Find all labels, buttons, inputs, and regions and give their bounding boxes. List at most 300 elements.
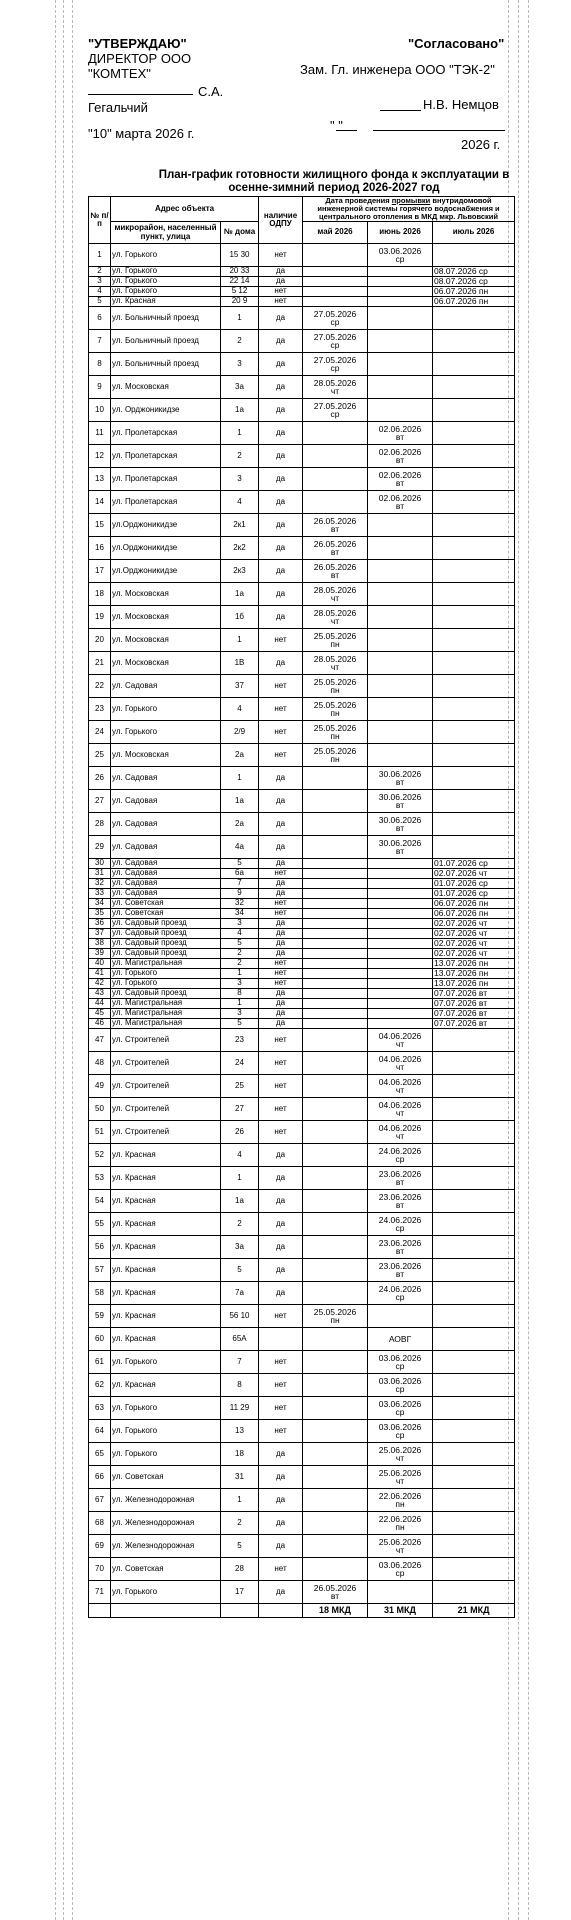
table-row [89,790,515,813]
cell-number: 56 [89,1236,111,1259]
cell-number: 52 [89,1144,111,1167]
cell-june-date [368,879,433,889]
cell-july-date: 02.07.2026 чт [433,869,515,879]
cell-house: 56 10 [221,1305,259,1328]
table-row [89,583,515,606]
cell-house: 7 [221,879,259,889]
cell-number: 44 [89,999,111,1009]
cell-street: ул. Железнодорожная [111,1535,221,1558]
cell-may-date: 26.05.2026 вт [303,514,368,537]
cell-july-date [433,629,515,652]
cell-number: 1 [89,244,111,267]
cell-july-date [433,244,515,267]
cell-house: 1а [221,583,259,606]
cell-june-date: 22.06.2026 пн [368,1512,433,1535]
cell-number: 47 [89,1029,111,1052]
cell-street: ул. Садовая [111,889,221,899]
cell-june-date [368,698,433,721]
cell-june-date: 25.06.2026 чт [368,1443,433,1466]
cell-house: 32 [221,899,259,909]
cell-street: ул. Московская [111,629,221,652]
cell-june-date [368,1305,433,1328]
cell-house: 2 [221,1213,259,1236]
cell-house: 1 [221,422,259,445]
cell-number: 2 [89,267,111,277]
col-july: июль 2026 [433,222,515,244]
cell-house: 2 [221,949,259,959]
cell-odpu: нет [259,959,303,969]
cell-number: 53 [89,1167,111,1190]
cell-number: 57 [89,1259,111,1282]
cell-july-date [433,1535,515,1558]
cell-may-date [303,1558,368,1581]
cell-july-date [433,813,515,836]
cell-june-date: 25.06.2026 чт [368,1466,433,1489]
cell-may-date [303,491,368,514]
table-row [89,1581,515,1604]
cell-house: 7а [221,1282,259,1305]
table-row [89,1213,515,1236]
cell-may-date: 27.05.2026 ср [303,307,368,330]
cell-july-date [433,1236,515,1259]
cell-house: 8 [221,1374,259,1397]
cell-june-date: 23.06.2026 вт [368,1259,433,1282]
cell-may-date [303,1535,368,1558]
cell-street: ул. Строителей [111,1075,221,1098]
cell-street: ул. Садовая [111,675,221,698]
cell-july-date [433,1029,515,1052]
cell-may-date [303,287,368,297]
table-row [89,468,515,491]
cell-number: 11 [89,422,111,445]
table-row [89,1420,515,1443]
cell-odpu: да [259,813,303,836]
agreed-date-day: " " [330,118,343,133]
cell-july-date [433,767,515,790]
cell-street: ул. Железнодорожная [111,1512,221,1535]
cell-house: 1 [221,767,259,790]
cell-odpu: нет [259,698,303,721]
cell-may-date [303,445,368,468]
approve-date: "10" марта 2026 г. [88,126,195,141]
cell-house: 2к2 [221,537,259,560]
cell-odpu: нет [259,1075,303,1098]
table-row [89,1098,515,1121]
cell-may-date [303,1397,368,1420]
cell-july-date [433,491,515,514]
cell-july-date: 02.07.2026 чт [433,929,515,939]
cell-number: 26 [89,767,111,790]
cell-may-date [303,909,368,919]
cell-june-date [368,949,433,959]
cell-odpu: да [259,399,303,422]
cell-june-date [368,606,433,629]
cell-odpu: нет [259,899,303,909]
cell-june-date [368,277,433,287]
cell-street: ул. Садовая [111,767,221,790]
total-may: 18 МКД [303,1604,368,1618]
cell-house: 28 [221,1558,259,1581]
cell-street: ул. Красная [111,1259,221,1282]
cell-may-date [303,1282,368,1305]
cell-odpu: да [259,989,303,999]
table-row [89,629,515,652]
cell-house: 3а [221,376,259,399]
cell-june-date: 03.06.2026 ср [368,244,433,267]
cell-may-date: 28.05.2026 чт [303,652,368,675]
cell-number: 24 [89,721,111,744]
cell-street: ул. Горького [111,1420,221,1443]
cell-july-date: 01.07.2026 ср [433,879,515,889]
cell-june-date: 23.06.2026 вт [368,1190,433,1213]
cell-house: 1а [221,790,259,813]
cell-odpu: да [259,1282,303,1305]
table-row [89,606,515,629]
cell-may-date: 25.05.2026 пн [303,744,368,767]
cell-number: 71 [89,1581,111,1604]
table-row [89,244,515,267]
cell-street: ул. Магистральная [111,1009,221,1019]
cell-house: 1 [221,969,259,979]
cell-number: 45 [89,1009,111,1019]
cell-odpu: да [259,929,303,939]
cell-odpu: да [259,1512,303,1535]
cell-street: ул. Пролетарская [111,491,221,514]
date-day-line [336,130,357,131]
table-row [89,721,515,744]
cell-number: 7 [89,330,111,353]
table-row [89,422,515,445]
cell-street: ул. Садовый проезд [111,989,221,999]
cell-june-date [368,959,433,969]
cell-may-date [303,1420,368,1443]
cell-street: ул. Горького [111,1443,221,1466]
cell-street: ул. Садовая [111,790,221,813]
cell-may-date [303,1489,368,1512]
cell-number: 21 [89,652,111,675]
cell-may-date [303,813,368,836]
cell-may-date [303,899,368,909]
cell-house: 15 30 [221,244,259,267]
cell-street: ул. Московская [111,606,221,629]
cell-may-date [303,422,368,445]
cell-may-date [303,959,368,969]
table-row [89,899,515,909]
cell-odpu: да [259,652,303,675]
cell-number: 14 [89,491,111,514]
cell-may-date: 26.05.2026 вт [303,1581,368,1604]
cell-may-date [303,468,368,491]
cell-street: ул. Красная [111,1305,221,1328]
signature-line [380,110,421,111]
cell-odpu: нет [259,1098,303,1121]
cell-number: 32 [89,879,111,889]
cell-odpu: да [259,1190,303,1213]
cell-may-date [303,1019,368,1029]
cell-july-date [433,1190,515,1213]
cell-odpu: да [259,1581,303,1604]
cell-number: 38 [89,939,111,949]
cell-odpu: да [259,889,303,899]
cell-number: 12 [89,445,111,468]
cell-odpu: да [259,1443,303,1466]
table-row [89,675,515,698]
cell-may-date [303,999,368,1009]
cell-number: 4 [89,287,111,297]
cell-house: 3 [221,468,259,491]
cell-house: 34 [221,909,259,919]
cell-number: 54 [89,1190,111,1213]
cell-number: 41 [89,969,111,979]
cell-july-date [433,1443,515,1466]
cell-number: 5 [89,297,111,307]
cell-odpu: да [259,790,303,813]
cell-odpu: да [259,1009,303,1019]
cell-june-date: 03.06.2026 ср [368,1397,433,1420]
cell-july-date: 08.07.2026 ср [433,277,515,287]
table-row [89,652,515,675]
cell-may-date [303,1351,368,1374]
cell-odpu: да [259,353,303,376]
cell-odpu: да [259,514,303,537]
table-row [89,353,515,376]
cell-may-date [303,989,368,999]
cell-may-date [303,1121,368,1144]
cell-may-date [303,939,368,949]
cell-street: ул. Строителей [111,1098,221,1121]
cell-number: 30 [89,859,111,869]
cell-number: 69 [89,1535,111,1558]
cell-may-date [303,1167,368,1190]
cell-may-date [303,969,368,979]
table-row [89,1019,515,1029]
cell-july-date [433,1512,515,1535]
cell-july-date [433,1581,515,1604]
col-odpu: наличие ОДПУ [259,197,303,244]
cell-may-date [303,879,368,889]
cell-street: ул.Орджоникидзе [111,514,221,537]
cell-odpu: нет [259,979,303,989]
cell-house: 9 [221,889,259,899]
cell-may-date: 25.05.2026 пн [303,675,368,698]
cell-june-date [368,652,433,675]
cell-may-date [303,1466,368,1489]
cell-house: 4а [221,836,259,859]
totals-empty-cell [221,1604,259,1618]
cell-house: 5 12 [221,287,259,297]
cell-june-date: 30.06.2026 вт [368,767,433,790]
cell-june-date: 02.06.2026 вт [368,491,433,514]
cell-may-date [303,277,368,287]
cell-number: 8 [89,353,111,376]
cell-street: ул.Орджоникидзе [111,560,221,583]
cell-july-date: 07.07.2026 вт [433,989,515,999]
cell-house: 1 [221,1167,259,1190]
table-row [89,889,515,899]
cell-odpu: да [259,330,303,353]
cell-house: 3 [221,919,259,929]
cell-june-date: 23.06.2026 вт [368,1236,433,1259]
table-row [89,836,515,859]
cell-house: 1В [221,652,259,675]
cell-odpu: нет [259,1351,303,1374]
cell-odpu: да [259,1259,303,1282]
table-row [89,1052,515,1075]
cell-may-date [303,1259,368,1282]
cell-street: ул. Садовый проезд [111,949,221,959]
cell-number: 65 [89,1443,111,1466]
cell-june-date [368,979,433,989]
cell-july-date [433,790,515,813]
cell-street: ул. Горького [111,969,221,979]
table-row [89,514,515,537]
table-row [89,537,515,560]
cell-july-date [433,537,515,560]
cell-odpu: да [259,1167,303,1190]
cell-odpu: да [259,468,303,491]
cell-may-date [303,1374,368,1397]
col-house: № дома [221,222,259,244]
table-row [89,1397,515,1420]
page-guide-line [528,0,529,1920]
cell-house: 26 [221,1121,259,1144]
cell-house: 1б [221,606,259,629]
cell-june-date [368,583,433,606]
total-july: 21 МКД [433,1604,515,1618]
cell-number: 66 [89,1466,111,1489]
cell-odpu: да [259,919,303,929]
cell-june-date [368,744,433,767]
cell-may-date: 25.05.2026 пн [303,1305,368,1328]
cell-july-date [433,698,515,721]
cell-odpu: нет [259,869,303,879]
cell-street: ул. Садовая [111,813,221,836]
cell-june-date [368,675,433,698]
table-row [89,287,515,297]
table-row [89,909,515,919]
cell-may-date: 28.05.2026 чт [303,606,368,629]
cell-june-date [368,399,433,422]
cell-june-date [368,1581,433,1604]
cell-odpu: нет [259,721,303,744]
cell-house: 65А [221,1328,259,1351]
cell-street: ул. Магистральная [111,1019,221,1029]
table-row [89,979,515,989]
cell-house: 27 [221,1098,259,1121]
table-row [89,939,515,949]
cell-odpu: да [259,1213,303,1236]
cell-may-date [303,869,368,879]
cell-odpu: нет [259,629,303,652]
cell-odpu: да [259,277,303,287]
cell-number: 37 [89,929,111,939]
cell-june-date [368,267,433,277]
cell-house: 5 [221,1535,259,1558]
cell-street: ул. Красная [111,1236,221,1259]
cell-street: ул. Орджоникидзе [111,399,221,422]
cell-house: 1 [221,1489,259,1512]
cell-house: 8 [221,989,259,999]
cell-july-date [433,1282,515,1305]
cell-odpu: да [259,491,303,514]
col-num: № п/п [89,197,111,244]
table-row [89,869,515,879]
cell-number: 46 [89,1019,111,1029]
table-row [89,1075,515,1098]
table-row [89,376,515,399]
table-row [89,959,515,969]
cell-odpu: да [259,1535,303,1558]
cell-house: 4 [221,929,259,939]
table-row [89,1167,515,1190]
cell-may-date [303,267,368,277]
cell-number: 23 [89,698,111,721]
cell-may-date [303,244,368,267]
cell-odpu: да [259,1236,303,1259]
cell-june-date: 02.06.2026 вт [368,468,433,491]
col-june: июнь 2026 [368,222,433,244]
cell-may-date: 27.05.2026 ср [303,330,368,353]
cell-june-date: 04.06.2026 чт [368,1075,433,1098]
approve-title: "УТВЕРЖДАЮ" [88,36,187,51]
cell-house: 20 33 [221,267,259,277]
agreed-name: Н.В. Немцов [423,97,499,112]
table-row [89,297,515,307]
cell-street: ул. Строителей [111,1121,221,1144]
cell-number: 33 [89,889,111,899]
cell-june-date [368,297,433,307]
director-initials: С.А. [198,84,224,99]
cell-number: 25 [89,744,111,767]
cell-may-date [303,1512,368,1535]
cell-street: ул. Садовый проезд [111,939,221,949]
cell-june-date [368,909,433,919]
cell-number: 60 [89,1328,111,1351]
cell-house: 11 29 [221,1397,259,1420]
cell-june-date [368,999,433,1009]
cell-may-date [303,1190,368,1213]
table-row [89,1029,515,1052]
cell-street: ул. Пролетарская [111,422,221,445]
table-row [89,813,515,836]
cell-may-date [303,297,368,307]
cell-number: 59 [89,1305,111,1328]
cell-number: 28 [89,813,111,836]
table-row [89,399,515,422]
cell-july-date [433,744,515,767]
cell-house: 1 [221,629,259,652]
cell-street: ул. Магистральная [111,999,221,1009]
cell-street: ул. Горького [111,721,221,744]
cell-number: 63 [89,1397,111,1420]
cell-june-date: 24.06.2026 ср [368,1144,433,1167]
cell-odpu: да [259,1019,303,1029]
flush-prefix: Дата проведения [325,196,392,205]
cell-number: 10 [89,399,111,422]
cell-house: 2 [221,959,259,969]
agreed-title: "Согласовано" [408,36,505,51]
cell-odpu: нет [259,1305,303,1328]
table-row [89,929,515,939]
cell-june-date [368,721,433,744]
cell-house: 18 [221,1443,259,1466]
cell-street: ул. Красная [111,297,221,307]
cell-june-date [368,869,433,879]
cell-house: 23 [221,1029,259,1052]
cell-july-date: 06.07.2026 пн [433,287,515,297]
cell-june-date: 24.06.2026 ср [368,1282,433,1305]
cell-july-date [433,376,515,399]
